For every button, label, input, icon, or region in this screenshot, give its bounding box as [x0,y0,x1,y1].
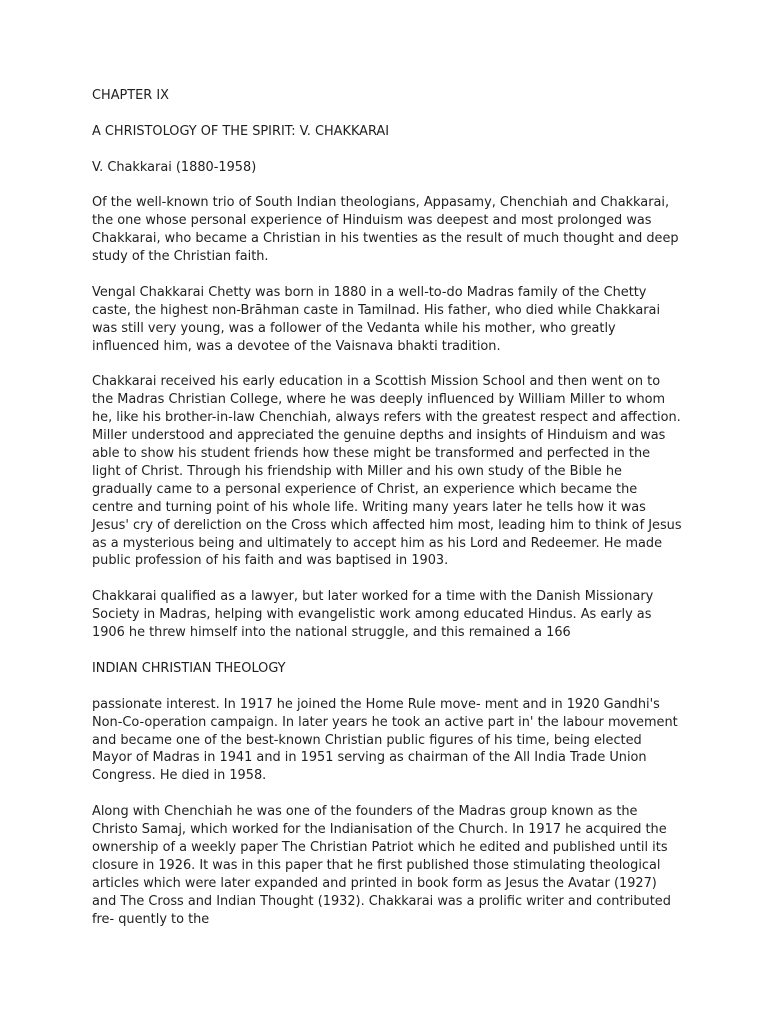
paragraph: Chakkarai qualified as a lawyer, but later worked for a time with the Danish Missionary Society in Madras, helping with evangelistic work among educated Hindus. As early as 1906 he threw himself into the national struggle, and this remained a 166 [92,589,654,641]
chapter-title: A CHRISTOLOGY OF THE SPIRIT: V. CHAKKARAI [92,123,390,139]
paragraph: Of the well-known trio of South Indian theologians, Appasamy, Chenchiah and Chakkarai, the one whose personal experience of Hinduism was deepest and most prolonged was Chakkarai, who became a Christian in his twenties as the result of much thought and deep study of the Christian faith. [92,195,679,265]
subject-heading: V. Chakkarai (1880-1958) [92,159,257,175]
chapter-label: CHAPTER IX [92,88,169,103]
paragraph: Along with Chenchiah he was one of the founders of the Madras group known as the Christo Samaj, which worked for the Indianisation of the Church. In 1917 he acquired the ownership of a weekly paper The Christian Patriot which he edited and published until its closure in 1926. It was in this paper that he first published those stimulating theological articles which were later expanded and printed in book form as Jesus the Avatar (1927) and The Cross and Indian Thought (1932). Chakkarai was a prolific writer and contributed fre- quently to the [92,804,671,927]
document-page [92,87,682,946]
paragraph: Chakkarai received his early education in a Scottish Mission School and then went on to the Madras Christian College, where he was deeply influenced by William Miller to whom he, like his brother-in-law Chenchiah, always refers with the greatest respect and affection. Miller understood and appreciated the genuine depths and insights of Hinduism and was able to show his student friends how these might be transformed and perfected in the light of Christ. Through his friendship with Miller and his own study of the Bible he gradually came to a personal experience of Christ, an experience which became the centre and turning point of his whole life. Writing many years later he tells how it was Jesus' cry of dereliction on the Cross which affected him most, leading him to think of Jesus as a mysterious being and ultimately to accept him as his Lord and Redeemer. He made public profession of his faith and was baptised in 1903. [92,374,682,569]
paragraph: Vengal Chakkarai Chetty was born in 1880 in a well-to-do Madras family of the Chetty caste, the highest non-Brāhman caste in Tamilnad. His father, who died while Chakkarai was still very young, was a follower of the Vedanta while his mother, who greatly influenced him, was a devotee of the Vaisnava bhakti tradition. [92,284,661,354]
running-header: INDIAN CHRISTIAN THEOLOGY [92,660,286,676]
paragraph: passionate interest. In 1917 he joined the Home Rule move- ment and in 1920 Gandhi's Non-Co-operation campaign. In later years he took an active part in' the labour movement and became one of the best-known Christian public figures of his time, being elected Mayor of Madras in 1941 and in 1951 serving as chairman of the All India Trade Union Congress. He died in 1958. [92,696,678,784]
